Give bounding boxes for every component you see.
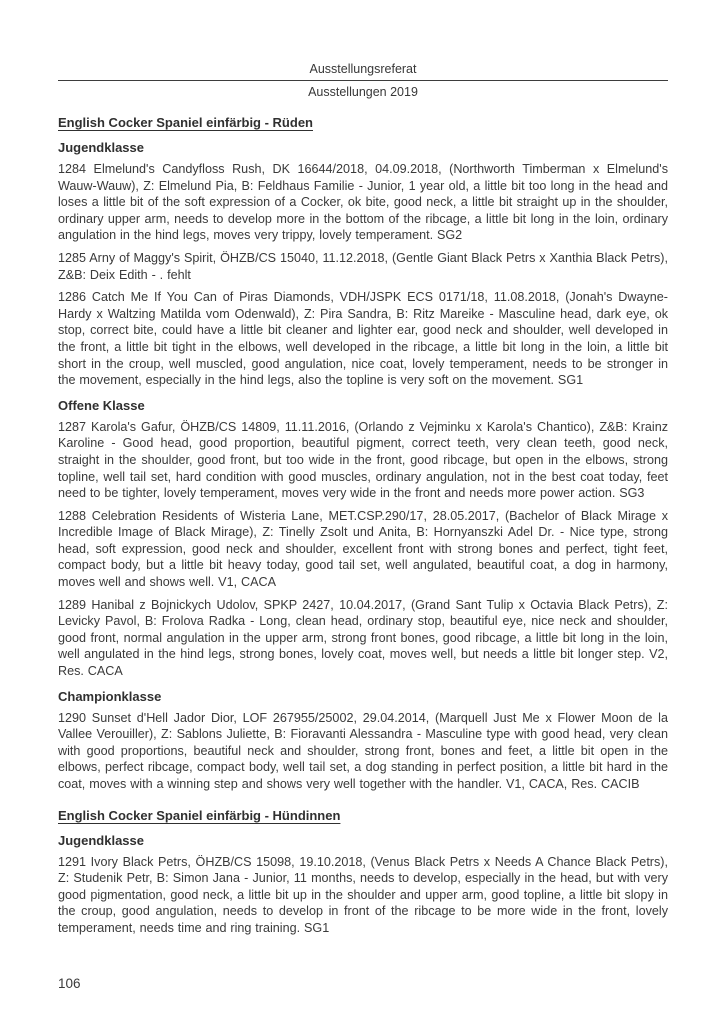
header-divider — [58, 80, 668, 81]
header-subtitle: Ausstellungen 2019 — [308, 85, 418, 99]
class-heading-offene-klasse: Offene Klasse — [58, 397, 145, 413]
class-heading-jugendklasse: Jugendklasse — [58, 140, 144, 155]
entry-1287: 1287 Karola's Gafur, ÖHZB/CS 14809, 11.11.2016, (Orlando z Vejminku x Karola's Chantico), Z&B: Krainz Karoline - Good head, good proportion, beautiful pigment, correct teeth, very clean teeth, good neck, straight in the shoulder, good front, but too wide in the front, good ribcage, but open in the elbows, strong topline, well tail set, hard condition with good muscles, ordinary angulation, not in the best coat today, feet need to be tighter, lovely temperament, moves very wide in the front and needs more power action. SG3 — [58, 419, 668, 501]
page-content — [58, 62, 668, 943]
page-number: 106 — [58, 976, 81, 991]
entry-1286: 1286 Catch Me If You Can of Piras Diamonds, VDH/JSPK ECS 0171/18, 11.08.2018, (Jonah's Dwayne-Hardy x Waltzing Matilda vom Odenwald), Z: Pira Sandra, B: Ritz Mareike - Masculine head, dark eye, ok stop, correct bite, could have a little bit cleaner and lighter ear, good neck and shoulder, well developed in the front, a little bit tight in the elbows, well developed in the ribcage, a little bit long in the loin, a little bit short in the croup, well muscled, good angulation, nice coat, lovely temperament, needs to be stronger in the movement, especially in the hind legs, also the topline is very soft on the movement. SG1 — [58, 290, 668, 388]
page-header — [58, 62, 668, 100]
entry-1284: 1284 Elmelund's Candyfloss Rush, DK 16644/2018, 04.09.2018, (Northworth Timberman x Elmelund's Wauw-Wauw), Z: Elmelund Pia, B: Feldhaus Familie - Junior, 1 year old, a little bit too long in the head and loses a little bit of the soft expression of a Cocker, ok bite, good neck, a little bit straight up in the shoulder, ordinary upper arm, needs to develop more in the bottom of the ribcage, a little bit long in the loin, ordinary angulation in the hind legs, moves very trippy, lovely temperament. SG2 — [58, 162, 668, 243]
show-report — [58, 114, 668, 937]
entry-1288: 1288 Celebration Residents of Wisteria Lane, MET.CSP.290/17, 28.05.2017, (Bachelor of Black Mirage x Incredible Image of Black Mirage), Z: Tinelly Zsolt und Anita, B: Hornyanszki Adel Dr. - Nice type, strong head, soft expression, good neck and shoulder, excellent front with strong bones and perfect, tight feet, compact body, but a little bit heavy today, good tail set, well angulated, beautiful coat, a dog in harmony, moves well and shows well. V1, CACA — [58, 508, 668, 590]
entry-1290: 1290 Sunset d'Hell Jador Dior, LOF 267955/25002, 29.04.2014, (Marquell Just Me x Flower Moon de la Vallee Verouiller), Z: Sablons Juliette, B: Fioravanti Alessandra - Masculine type with good head, very clean with good proportions, beautiful neck and shoulder, strong front, bones and feet, a little bit open in the elbows, perfect ribcage, compact body, well tail set, a dog standing in perfect position, a little bit hard in the coat, moves with a winning step and shows very well together with the handler. V1, CACA, Res. CACIB — [58, 710, 668, 791]
class-heading-jugendklasse-huendinnen: Jugendklasse — [58, 832, 144, 848]
entry-1285: 1285 Arny of Maggy's Spirit, ÖHZB/CS 15040, 11.12.2018, (Gentle Giant Black Petrs x Xanthia Black Petrs), Z&B: Deix Edith - . fehlt — [58, 250, 668, 282]
entry-1289: 1289 Hanibal z Bojnickych Udolov, SPKP 2427, 10.04.2017, (Grand Sant Tulip x Octavia Black Petrs), Z: Levicky Pavol, B: Frolova Radka - Long, clean head, ordinary stop, beautiful eye, nice neck and shoulder, good front, normal angulation in the upper arm, strong front bones, good ribcage, a little bit long in the loin, well angulated in the hind legs, strong bones, lovely coat, moves well, but needs a little bit longer step. V2, Res. CACA — [58, 597, 668, 679]
header-title: Ausstellungsreferat — [309, 62, 417, 76]
breed-section-title-rueden: English Cocker Spaniel einfärbig - Rüden — [58, 115, 313, 130]
breed-section-title-huendinnen: English Cocker Spaniel einfärbig - Hündinnen — [58, 807, 341, 823]
entry-1291: 1291 Ivory Black Petrs, ÖHZB/CS 15098, 19.10.2018, (Venus Black Petrs x Needs A Chance Black Petrs), Z: Studenik Petr, B: Simon Jana - Junior, 11 months, needs to develop, especially in the head, but with very good pigmentation, good neck, a little bit up in the shoulder and upper arm, good topline, a little bit slopy in the croup, good angulation, needs to develop in front of the ribcage to be more wide in the front, lovely temperament, needs time and ring training. SG1 — [58, 854, 668, 935]
class-heading-championklasse: Championklasse — [58, 688, 162, 704]
